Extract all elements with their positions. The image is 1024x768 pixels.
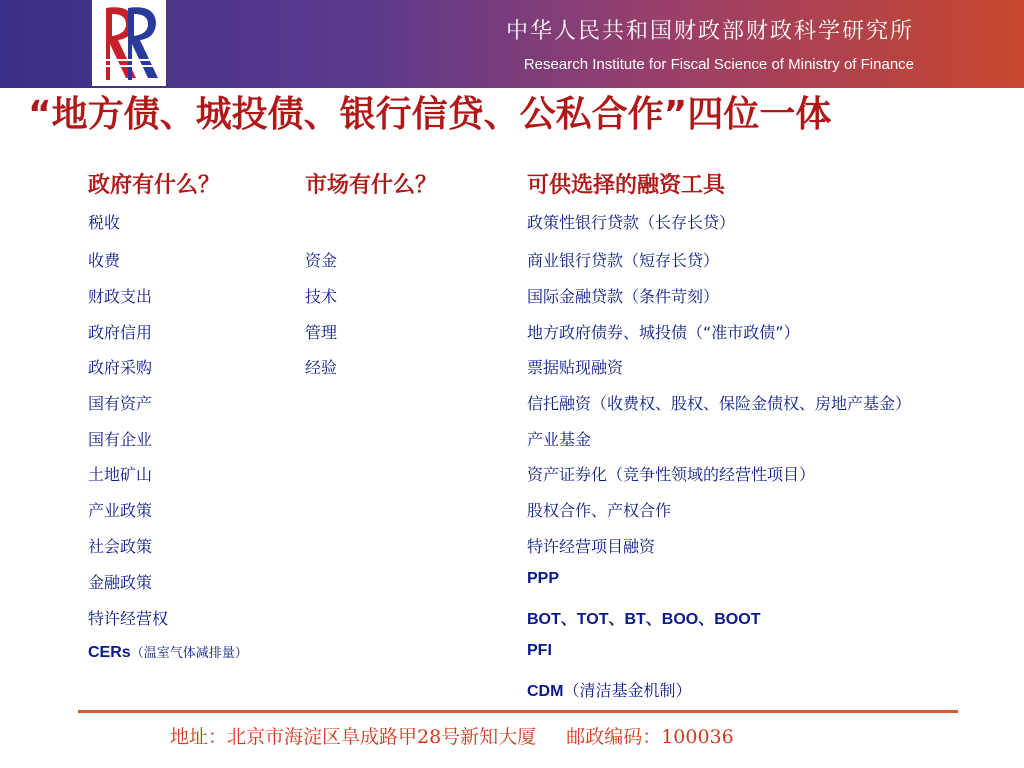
footer-address: 地址：北京市海淀区阜成路甲28号新知大厦 <box>170 726 537 748</box>
cers-label: CERs <box>88 644 131 661</box>
gov-item: 社会政策 <box>88 537 153 556</box>
gov-item-cers <box>88 642 248 662</box>
column-header-market: 市场有什么？ <box>305 173 438 198</box>
gov-item: 收费 <box>88 251 121 270</box>
tool-item: 产业基金 <box>527 430 592 449</box>
institute-logo <box>92 0 166 86</box>
footer-postcode: 邮政编码：100036 <box>566 726 734 748</box>
tool-item-pfi: PFI <box>527 642 552 659</box>
tool-item: 资产证券化（竞争性领域的经营性项目） <box>527 465 816 484</box>
logo-icon <box>92 0 166 86</box>
tool-item-ppp: PPP <box>527 570 560 587</box>
institute-name-en: Research Institute for Fiscal Science of Ministry of Finance <box>523 56 914 73</box>
tool-item: 股权合作、产权合作 <box>527 501 672 520</box>
market-item: 管理 <box>305 323 338 342</box>
tool-item-cdm <box>527 678 691 701</box>
tool-item: 地方政府债券、城投债（“准市政债”） <box>527 323 800 342</box>
market-item: 资金 <box>305 251 338 270</box>
column-header-tools: 可供选择的融资工具 <box>527 173 726 198</box>
gov-item: 国有资产 <box>88 394 153 413</box>
market-item: 经验 <box>305 358 338 377</box>
gov-item: 国有企业 <box>88 430 153 449</box>
gov-item: 税收 <box>88 213 121 232</box>
tool-item: 国际金融贷款（条件苛刻） <box>527 287 720 306</box>
slide-title: “地方债、城投债、银行信贷、公私合作”四位一体 <box>28 94 832 135</box>
tool-item: 信托融资（收费权、股权、保险金债权、房地产基金） <box>527 394 912 413</box>
tool-item-bot: BOT、TOT、BT、BOO、BOOT <box>527 611 761 628</box>
header-banner <box>0 0 1024 88</box>
cdm-label: CDM <box>527 683 564 700</box>
footer-contact <box>170 722 734 749</box>
cdm-note: （清洁基金机制） <box>563 681 692 700</box>
gov-item: 财政支出 <box>88 287 153 306</box>
gov-item: 金融政策 <box>88 573 153 592</box>
gov-item: 政府采购 <box>88 358 153 377</box>
tool-item: 票据贴现融资 <box>527 358 624 377</box>
gov-item: 特许经营权 <box>88 609 169 628</box>
gov-item: 产业政策 <box>88 501 153 520</box>
tool-item: 特许经营项目融资 <box>527 537 656 556</box>
gov-item: 政府信用 <box>88 323 153 342</box>
gov-item: 土地矿山 <box>88 465 153 484</box>
institute-name-cn: 中华人民共和国财政部财政科学研究所 <box>505 19 914 44</box>
footer-divider <box>78 710 958 713</box>
column-header-government: 政府有什么？ <box>88 173 221 198</box>
tool-item: 政策性银行贷款（长存长贷） <box>527 213 736 232</box>
market-item: 技术 <box>305 287 338 306</box>
tool-item: 商业银行贷款（短存长贷） <box>527 251 720 270</box>
cers-note: （温室气体减排量） <box>130 646 248 661</box>
